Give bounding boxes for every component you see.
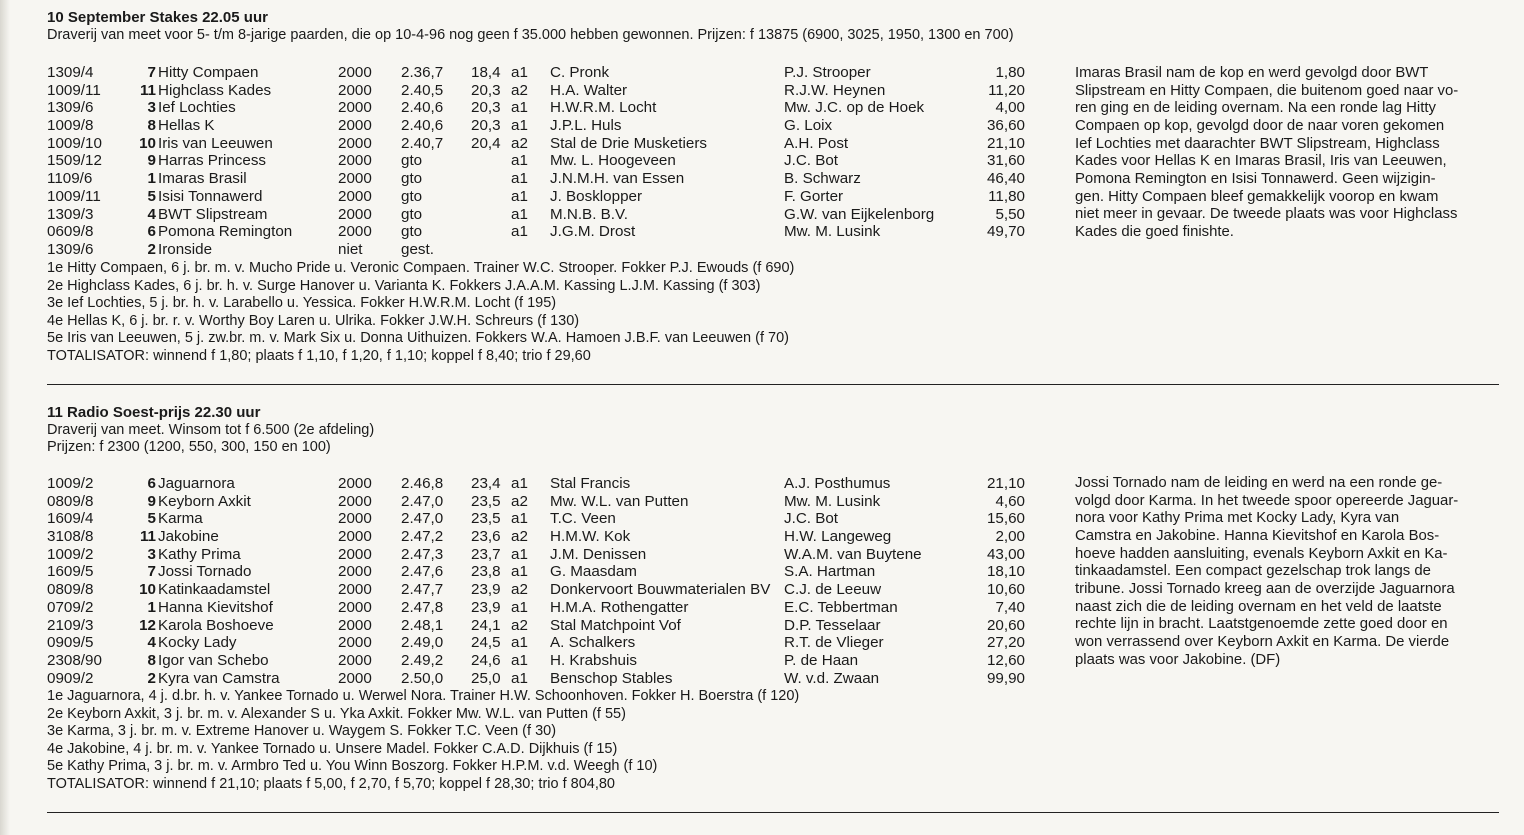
- report-line: Imaras Brasil nam de kop en werd gevolgd door BWT: [1075, 65, 1429, 81]
- handicap: a1: [511, 99, 528, 117]
- report-line: Kades die goed finishte.: [1075, 223, 1234, 240]
- horse-name: Hitty Compaen: [158, 64, 259, 81]
- race-time: gest.: [401, 240, 434, 258]
- km-time: 23,7: [471, 545, 501, 563]
- horse-name: Kathy Prima: [158, 545, 241, 563]
- horse-name: Isisi Tonnawerd: [158, 187, 263, 205]
- report-line: nora voor Kathy Prima met Kocky Lady, Kyra van: [1075, 510, 1400, 527]
- distance: 2000: [338, 616, 372, 634]
- start-number: 6: [147, 223, 156, 241]
- distance: 2000: [338, 598, 372, 616]
- handicap: a1: [511, 187, 528, 205]
- handicap: a2: [511, 528, 528, 546]
- odds-value: 43,00: [986, 545, 1025, 563]
- start-number: 2: [147, 240, 156, 258]
- owner-name: Benschop Stables: [550, 669, 673, 687]
- distance: 2000: [338, 170, 372, 188]
- owner-name: J.M. Denissen: [550, 545, 647, 563]
- race-time: 2.47,8: [401, 598, 444, 616]
- totalisator-line: TOTALISATOR: winnend f 1,80; plaats f 1,10, f 1,20, f 1,10; koppel f 8,40; trio f 29,60: [47, 347, 591, 364]
- odds-value: 2,00: [995, 528, 1025, 546]
- race-title: 11 Radio Soest-prijs 22.30 uur: [47, 404, 261, 421]
- start-number: 12: [139, 616, 156, 634]
- entry-date: 0809/8: [47, 581, 94, 599]
- start-number: 11: [139, 528, 156, 546]
- horse-name: Jossi Tornado: [158, 563, 252, 581]
- km-time: 25,0: [471, 669, 501, 687]
- owner-name: Stal Francis: [550, 475, 631, 492]
- distance: 2000: [338, 510, 372, 528]
- driver-name: Mw. M. Lusink: [784, 223, 881, 241]
- race-time: gto: [401, 187, 423, 205]
- distance: 2000: [338, 651, 372, 669]
- odds-value: 11,80: [988, 187, 1025, 205]
- odds-value: 27,20: [986, 634, 1025, 652]
- handicap: a1: [511, 634, 528, 652]
- results-block: [47, 688, 799, 794]
- race-section: [47, 404, 1507, 792]
- odds-value: 4,00: [995, 99, 1025, 117]
- odds-value: 31,60: [986, 152, 1025, 170]
- result-line: 4e Hellas K, 6 j. br. r. v. Worthy Boy Laren u. Ulrika. Fokker J.W.H. Schreurs (f 130): [47, 312, 580, 329]
- distance: 2000: [338, 545, 372, 563]
- owner-name: H.A. Walter: [550, 81, 628, 99]
- driver-name: R.T. de Vlieger: [784, 634, 884, 652]
- result-line: 1e Jaguarnora, 4 j. d.br. h. v. Yankee Tornado u. Werwel Nora. Trainer H.W. Schoonhoven. Fokker H. Boerstra (f 120): [47, 688, 800, 704]
- report-line: tinkaadamstel. Een compact gezelschap trok langs de: [1075, 563, 1431, 580]
- km-time: 20,3: [471, 99, 501, 117]
- race-report: [1075, 65, 1499, 242]
- odds-value: 1,80: [995, 64, 1025, 81]
- race-time: gto: [401, 205, 423, 223]
- report-line: rechte lijn in bracht. Laatstgenoemde zette goed door en: [1075, 616, 1448, 633]
- driver-name: J.C. Bot: [784, 510, 839, 528]
- distance: 2000: [338, 669, 372, 687]
- odds-value: 99,90: [986, 669, 1025, 687]
- race-time: 2.40,6: [401, 99, 444, 117]
- entry-date: 0709/2: [47, 598, 94, 616]
- horse-name: Kyra van Camstra: [158, 669, 280, 687]
- result-line: 3e Karma, 3 j. br. m. v. Extreme Hanover u. Waygem S. Fokker T.C. Veen (f 30): [47, 723, 557, 740]
- owner-name: Donkervoort Bouwmaterialen BV: [550, 581, 771, 599]
- race-time: 2.36,7: [401, 64, 444, 81]
- km-time: 20,4: [471, 134, 501, 152]
- race-time: 2.48,1: [401, 616, 444, 634]
- entry-date: 1609/4: [47, 510, 94, 528]
- horse-name: Ief Lochties: [158, 99, 236, 117]
- start-number: 6: [147, 475, 156, 492]
- km-time: 24,6: [471, 651, 501, 669]
- driver-name: P.J. Strooper: [784, 64, 871, 81]
- handicap: a2: [511, 616, 528, 634]
- handicap: a1: [511, 475, 528, 492]
- report-line: hoeve hadden aansluiting, evenals Keyborn Axkit en Ka-: [1075, 545, 1448, 562]
- driver-name: G. Loix: [784, 117, 833, 135]
- driver-name: G.W. van Eijkelenborg: [784, 205, 935, 223]
- report-line: gen. Hitty Compaen bleef gemakkelijk voorop en kwam: [1075, 188, 1439, 205]
- entry-date: 1009/11: [47, 81, 101, 99]
- driver-name: S.A. Hartman: [784, 563, 876, 581]
- race-time: 2.40,7: [401, 134, 444, 152]
- report-line: Slipstream en Hitty Compaen, die buitenom goed naar vo-: [1075, 82, 1459, 99]
- odds-value: 15,60: [986, 510, 1025, 528]
- driver-name: E.C. Tebbertman: [784, 598, 898, 616]
- start-number: 10: [139, 134, 156, 152]
- odds-value: 21,10: [986, 134, 1025, 152]
- odds-value: 4,60: [995, 492, 1025, 510]
- handicap: a1: [511, 64, 528, 81]
- driver-name: A.H. Post: [784, 134, 849, 152]
- km-time: 23,8: [471, 563, 501, 581]
- horse-name: Karola Boshoeve: [158, 616, 274, 634]
- report-line: plaats was voor Jakobine. (DF): [1075, 651, 1281, 668]
- owner-name: M.N.B. B.V.: [550, 205, 628, 223]
- distance: 2000: [338, 492, 372, 510]
- start-number: 7: [147, 563, 156, 581]
- owner-name: H. Krabshuis: [550, 651, 637, 669]
- handicap: a2: [511, 581, 528, 599]
- report-line: Jossi Tornado nam de leiding en werd na een ronde ge-: [1075, 475, 1443, 491]
- start-number: 2: [147, 669, 156, 687]
- start-number: 9: [147, 492, 156, 510]
- owner-name: H.M.A. Rothengatter: [550, 598, 689, 616]
- owner-name: H.W.R.M. Locht: [550, 99, 657, 117]
- handicap: a1: [511, 669, 528, 687]
- entry-date: 1109/6: [47, 170, 93, 188]
- race-time: 2.49,2: [401, 651, 444, 669]
- result-line: 2e Keyborn Axkit, 3 j. br. m. v. Alexander S u. Yka Axkit. Fokker Mw. W.L. van Putten (f 55): [47, 705, 626, 722]
- entry-date: 1009/8: [47, 117, 94, 135]
- report-line: Kades voor Hellas K en Imaras Brasil, Iris van Leeuwen,: [1075, 153, 1447, 170]
- driver-name: C.J. de Leeuw: [784, 581, 882, 599]
- horse-name: Ironside: [158, 240, 213, 258]
- race-time: gto: [401, 223, 423, 241]
- page-edge-shadow: [0, 0, 10, 835]
- entry-date: 1009/10: [47, 134, 102, 152]
- distance: 2000: [338, 581, 372, 599]
- entry-date: 1309/6: [47, 240, 94, 258]
- report-line: Pomona Remington en Isisi Tonnawerd. Geen wijzigin-: [1075, 170, 1436, 187]
- race-time: 2.50,0: [401, 669, 444, 687]
- report-line: won verrassend over Keyborn Axkit en Karma. De vierde: [1075, 633, 1450, 650]
- entry-date: 0809/8: [47, 492, 94, 510]
- distance: 2000: [338, 475, 372, 492]
- start-number: 1: [147, 598, 156, 616]
- driver-name: W.A.M. van Buytene: [784, 545, 922, 563]
- start-number: 4: [147, 205, 156, 223]
- km-time: 23,9: [471, 598, 501, 616]
- odds-value: 12,60: [986, 651, 1025, 669]
- owner-name: Mw. W.L. van Putten: [550, 492, 689, 510]
- horse-name: Iris van Leeuwen: [158, 134, 273, 152]
- handicap: a1: [511, 170, 528, 188]
- report-line: ren ging en de leiding overnam. Na een ronde lag Hitty: [1075, 100, 1436, 117]
- entry-date: 0909/5: [47, 634, 94, 652]
- race-title: 10 September Stakes 22.05 uur: [47, 9, 268, 26]
- start-number: 7: [147, 64, 156, 81]
- result-line: 5e Iris van Leeuwen, 5 j. zw.br. m. v. Mark Six u. Donna Uithuizen. Fokkers W.A. Hamoen J.B.F. van Leeuwen (f 70): [47, 330, 789, 347]
- entry-date: 1309/3: [47, 205, 94, 223]
- driver-name: W. v.d. Zwaan: [784, 669, 880, 687]
- entry-date: 2308/90: [47, 651, 102, 669]
- odds-value: 49,70: [986, 223, 1025, 241]
- totalisator-line: TOTALISATOR: winnend f 21,10; plaats f 5,00, f 2,70, f 5,70; koppel f 28,30; trio f 804,80: [47, 775, 615, 792]
- horse-name: Igor van Schebo: [158, 651, 269, 669]
- driver-name: Mw. J.C. op de Hoek: [784, 99, 925, 117]
- owner-name: Stal Matchpoint Vof: [550, 616, 681, 634]
- owner-name: G. Maasdam: [550, 563, 637, 581]
- km-time: 23,5: [471, 492, 501, 510]
- handicap: a1: [511, 563, 528, 581]
- start-number: 8: [147, 117, 156, 135]
- race-time: 2.47,6: [401, 563, 444, 581]
- results-block: [47, 260, 794, 366]
- handicap: a2: [511, 492, 528, 510]
- result-line: 4e Jakobine, 4 j. br. m. v. Yankee Tornado u. Unsere Madel. Fokker C.A.D. Dijkhuis (f 15): [47, 740, 618, 757]
- horse-name: Karma: [158, 510, 203, 528]
- race-conditions: Draverij van meet. Winsom tot f 6.500 (2e afdeling): [47, 422, 375, 438]
- report-line: Compaen op kop, gevolgd door de naar voren gekomen: [1075, 117, 1445, 134]
- horse-name: Keyborn Axkit: [158, 492, 251, 510]
- report-line: naast zich die de leiding overnam en het veld de laatste: [1075, 598, 1442, 615]
- start-number: 4: [147, 634, 156, 652]
- distance: niet: [338, 240, 363, 258]
- owner-name: J. Bosklopper: [550, 187, 643, 205]
- report-line: Ief Lochties met daarachter BWT Slipstream, Highclass: [1075, 135, 1440, 152]
- race-prizes: Prijzen: f 2300 (1200, 550, 300, 150 en 100): [47, 439, 331, 455]
- odds-value: 46,40: [986, 170, 1025, 188]
- handicap: a1: [511, 152, 528, 170]
- report-line: volgd door Karma. In het tweede spoor opereerde Jaguar-: [1075, 492, 1459, 509]
- start-number: 11: [139, 81, 156, 99]
- handicap: a1: [511, 223, 528, 241]
- odds-value: 11,20: [988, 81, 1025, 99]
- entry-date: 1509/12: [47, 152, 102, 170]
- race-report: [1075, 475, 1499, 669]
- entry-date: 1309/4: [47, 64, 94, 81]
- handicap: a1: [511, 205, 528, 223]
- race-time: 2.49,0: [401, 634, 444, 652]
- race-time: 2.47,2: [401, 528, 444, 546]
- owner-name: C. Pronk: [550, 64, 610, 81]
- report-line: Camstra en Jakobine. Hanna Kievitshof en Karola Bos-: [1075, 527, 1440, 544]
- km-time: 20,3: [471, 81, 501, 99]
- start-number: 3: [147, 545, 156, 563]
- horse-name: Kocky Lady: [158, 634, 237, 652]
- horse-name: Harras Princess: [158, 152, 267, 170]
- section-divider: [47, 384, 1499, 385]
- distance: 2000: [338, 223, 372, 241]
- start-number: 9: [147, 152, 156, 170]
- driver-name: D.P. Tesselaar: [784, 616, 881, 634]
- entry-date: 0609/8: [47, 223, 94, 241]
- owner-name: Mw. L. Hoogeveen: [550, 152, 676, 170]
- horse-name: Katinkaadamstel: [158, 581, 271, 599]
- start-number: 8: [147, 651, 156, 669]
- horse-name: Jakobine: [158, 528, 219, 546]
- start-number: 5: [147, 187, 156, 205]
- km-time: 23,5: [471, 510, 501, 528]
- km-time: 24,1: [471, 616, 501, 634]
- entry-date: 3108/8: [47, 528, 94, 546]
- race-time: 2.47,3: [401, 545, 444, 563]
- distance: 2000: [338, 81, 372, 99]
- odds-value: 7,40: [995, 598, 1025, 616]
- section-divider: [47, 812, 1499, 813]
- horse-name: Highclass Kades: [158, 81, 272, 99]
- race-time: gto: [401, 152, 423, 170]
- distance: 2000: [338, 563, 372, 581]
- driver-name: R.J.W. Heynen: [784, 81, 886, 99]
- race-time: 2.40,5: [401, 81, 444, 99]
- distance: 2000: [338, 528, 372, 546]
- start-number: 1: [147, 170, 156, 188]
- driver-name: A.J. Posthumus: [784, 475, 891, 492]
- horse-name: Imaras Brasil: [158, 170, 247, 188]
- start-number: 3: [147, 99, 156, 117]
- distance: 2000: [338, 117, 372, 135]
- entry-date: 0909/2: [47, 669, 94, 687]
- horse-name: Hellas K: [158, 117, 215, 135]
- owner-name: T.C. Veen: [550, 510, 616, 528]
- distance: 2000: [338, 64, 372, 81]
- entry-date: 1009/2: [47, 545, 94, 563]
- entry-date: 1009/11: [47, 187, 101, 205]
- entry-date: 1309/6: [47, 99, 94, 117]
- distance: 2000: [338, 99, 372, 117]
- race-time: 2.47,7: [401, 581, 444, 599]
- owner-name: Stal de Drie Musketiers: [550, 134, 707, 152]
- km-time: 23,9: [471, 581, 501, 599]
- odds-value: 21,10: [986, 475, 1025, 492]
- entry-date: 1609/5: [47, 563, 94, 581]
- result-line: 2e Highclass Kades, 6 j. br. h. v. Surge Hanover u. Varianta K. Fokkers J.A.A.M. Kassing L.J.M. Kassing (f 303): [47, 277, 761, 294]
- km-time: 23,4: [471, 475, 501, 492]
- race-time: gto: [401, 170, 423, 188]
- distance: 2000: [338, 152, 372, 170]
- race-section: [47, 9, 1507, 364]
- horse-name: Jaguarnora: [158, 475, 235, 492]
- handicap: a1: [511, 117, 528, 135]
- owner-name: A. Schalkers: [550, 634, 636, 652]
- driver-name: J.C. Bot: [784, 152, 839, 170]
- handicap: a1: [511, 510, 528, 528]
- handicap: a2: [511, 134, 528, 152]
- distance: 2000: [338, 634, 372, 652]
- km-time: 20,3: [471, 117, 501, 135]
- report-line: tribune. Jossi Tornado kreeg aan de overzijde Jaguarnora: [1075, 580, 1455, 597]
- start-number: 5: [147, 510, 156, 528]
- driver-name: P. de Haan: [784, 651, 859, 669]
- report-line: niet meer in gevaar. De tweede plaats was voor Highclass: [1075, 206, 1458, 223]
- entry-date: 1009/2: [47, 475, 94, 492]
- result-line: 1e Hitty Compaen, 6 j. br. m. v. Mucho Pride u. Veronic Compaen. Trainer W.C. Strooper. Fokker P.J. Ewouds (f 690): [47, 260, 795, 276]
- owner-name: J.N.M.H. van Essen: [550, 170, 685, 188]
- odds-value: 10,60: [986, 581, 1025, 599]
- owner-name: J.P.L. Huls: [550, 117, 622, 135]
- handicap: a1: [511, 651, 528, 669]
- km-time: 23,6: [471, 528, 501, 546]
- handicap: a1: [511, 545, 528, 563]
- handicap: a1: [511, 598, 528, 616]
- result-line: 3e Ief Lochties, 5 j. br. h. v. Larabello u. Yessica. Fokker H.W.R.M. Locht (f 195): [47, 295, 557, 312]
- odds-value: 5,50: [995, 205, 1025, 223]
- driver-name: B. Schwarz: [784, 170, 861, 188]
- odds-value: 18,10: [986, 563, 1025, 581]
- handicap: a2: [511, 81, 528, 99]
- entry-date: 2109/3: [47, 616, 94, 634]
- result-line: 5e Kathy Prima, 3 j. br. m. v. Armbro Ted u. You Winn Boszorg. Fokker H.P.M. v.d. Weegh (f 10): [47, 758, 658, 775]
- horse-name: Pomona Remington: [158, 223, 293, 241]
- horse-name: BWT Slipstream: [158, 205, 268, 223]
- odds-value: 36,60: [986, 117, 1025, 135]
- driver-name: Mw. M. Lusink: [784, 492, 881, 510]
- race-conditions: Draverij van meet voor 5- t/m 8-jarige paarden, die op 10-4-96 nog geen f 35.000 hebben gewonnen. Prijzen: f 13875 (6900, 3025, 1950, 1300 en 700): [47, 27, 1014, 43]
- horse-name: Hanna Kievitshof: [158, 598, 273, 616]
- owner-name: H.M.W. Kok: [550, 528, 631, 546]
- distance: 2000: [338, 134, 372, 152]
- race-time: 2.46,8: [401, 475, 444, 492]
- km-time: 24,5: [471, 634, 501, 652]
- distance: 2000: [338, 205, 372, 223]
- driver-name: F. Gorter: [784, 187, 844, 205]
- race-time: 2.40,6: [401, 117, 444, 135]
- driver-name: H.W. Langeweg: [784, 528, 892, 546]
- km-time: 18,4: [471, 64, 501, 81]
- race-time: 2.47,0: [401, 492, 444, 510]
- odds-value: 20,60: [986, 616, 1025, 634]
- owner-name: J.G.M. Drost: [550, 223, 636, 241]
- distance: 2000: [338, 187, 372, 205]
- race-time: 2.47,0: [401, 510, 444, 528]
- start-number: 10: [139, 581, 156, 599]
